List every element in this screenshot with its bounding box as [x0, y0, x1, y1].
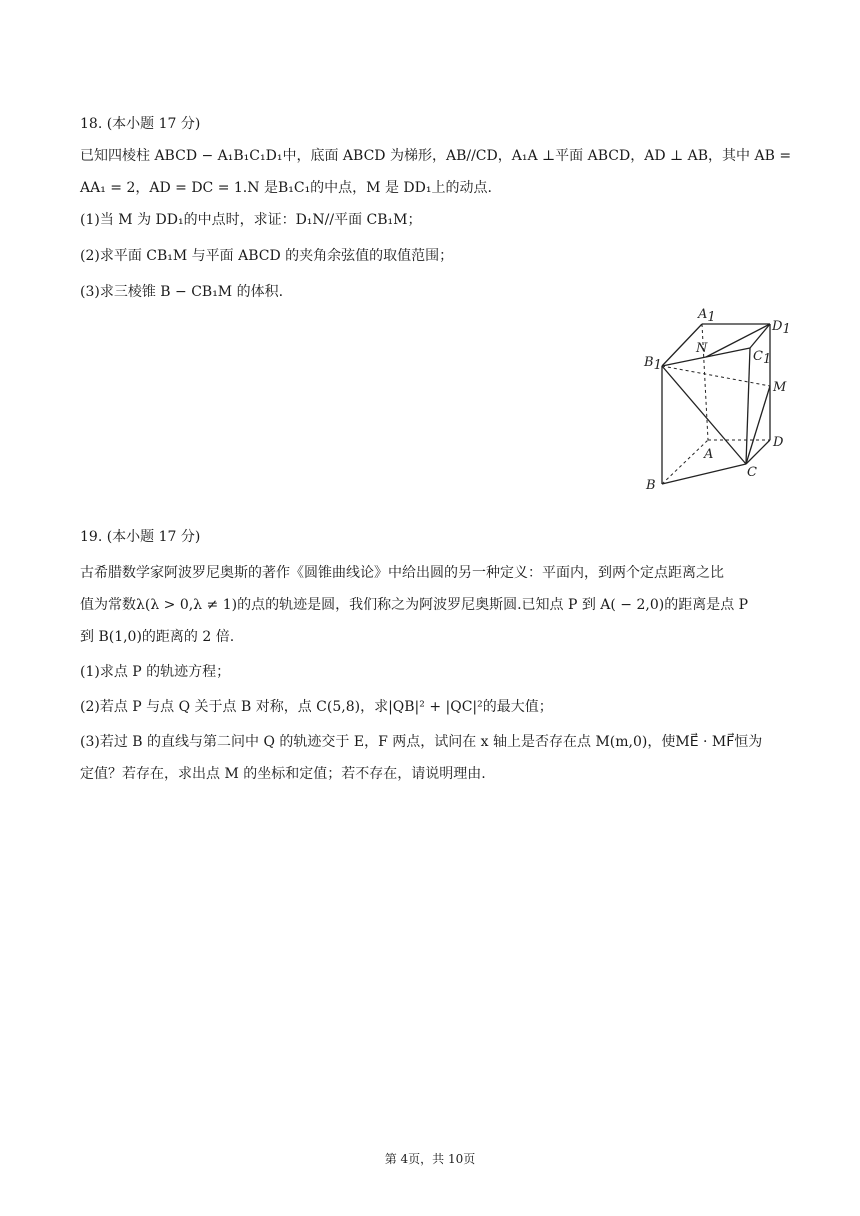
label-D1: D1 — [772, 319, 791, 337]
label-C1: C1 — [753, 349, 772, 367]
q19-statement-line2: 值为常数λ(λ > 0,λ ≠ 1)的点的轨迹是圆，我们称之为阿波罗尼奥斯圆.已知点 P 到 A( − 2,0)的距离是点 P — [80, 597, 749, 613]
label-A: A — [704, 447, 714, 462]
label-M: M — [773, 380, 787, 395]
label-N: N — [696, 341, 708, 356]
label-C: C — [747, 465, 757, 480]
q19-header: 19. (本小题 17 分) — [80, 529, 201, 545]
q19-statement-line1: 古希腊数学家阿波罗尼奥斯的著作《圆锥曲线论》中给出圆的另一种定义：平面内，到两个定点距离之比 — [80, 565, 724, 581]
q18-part1: (1)当 M 为 DD₁的中点时，求证：D₁N//平面 CB₁M； — [80, 212, 422, 228]
q19-part2: (2)若点 P 与点 Q 关于点 B 对称，点 C(5,8)，求|QB|² + |QC|²的最大值； — [80, 699, 553, 715]
label-B1: B1 — [644, 355, 662, 373]
prism-figure — [630, 300, 795, 500]
label-D: D — [773, 435, 784, 450]
page-footer: 第 4页，共 10页 — [384, 1152, 476, 1166]
q19-statement-line3: 到 B(1,0)的距离的 2 倍. — [80, 629, 235, 645]
q19-part1: (1)求点 P 的轨迹方程； — [80, 664, 231, 680]
q18-part2: (2)求平面 CB₁M 与平面 ABCD 的夹角余弦值的取值范围； — [80, 248, 454, 264]
q19-part3-line1: (3)若过 B 的直线与第二问中 Q 的轨迹交于 E，F 两点，试问在 x 轴上是否存在点 M(m,0)，使ME⃗ · MF⃗恒为 — [80, 734, 763, 750]
label-A1: A1 — [698, 307, 716, 325]
q18-header: 18. (本小题 17 分) — [80, 116, 201, 132]
q18-statement-line2: AA₁ = 2，AD = DC = 1.N 是B₁C₁的中点，M 是 DD₁上的动点. — [80, 180, 492, 196]
label-B: B — [646, 478, 656, 493]
q18-part3: (3)求三棱锥 B − CB₁M 的体积. — [80, 284, 284, 300]
q18-statement-line1: 已知四棱柱 ABCD − A₁B₁C₁D₁中，底面 ABCD 为梯形，AB//CD，A₁A ⊥平面 ABCD，AD ⊥ AB，其中 AB = — [80, 148, 792, 164]
q19-part3-line2: 定值？若存在，求出点 M 的坐标和定值；若不存在，请说明理由. — [80, 766, 486, 782]
